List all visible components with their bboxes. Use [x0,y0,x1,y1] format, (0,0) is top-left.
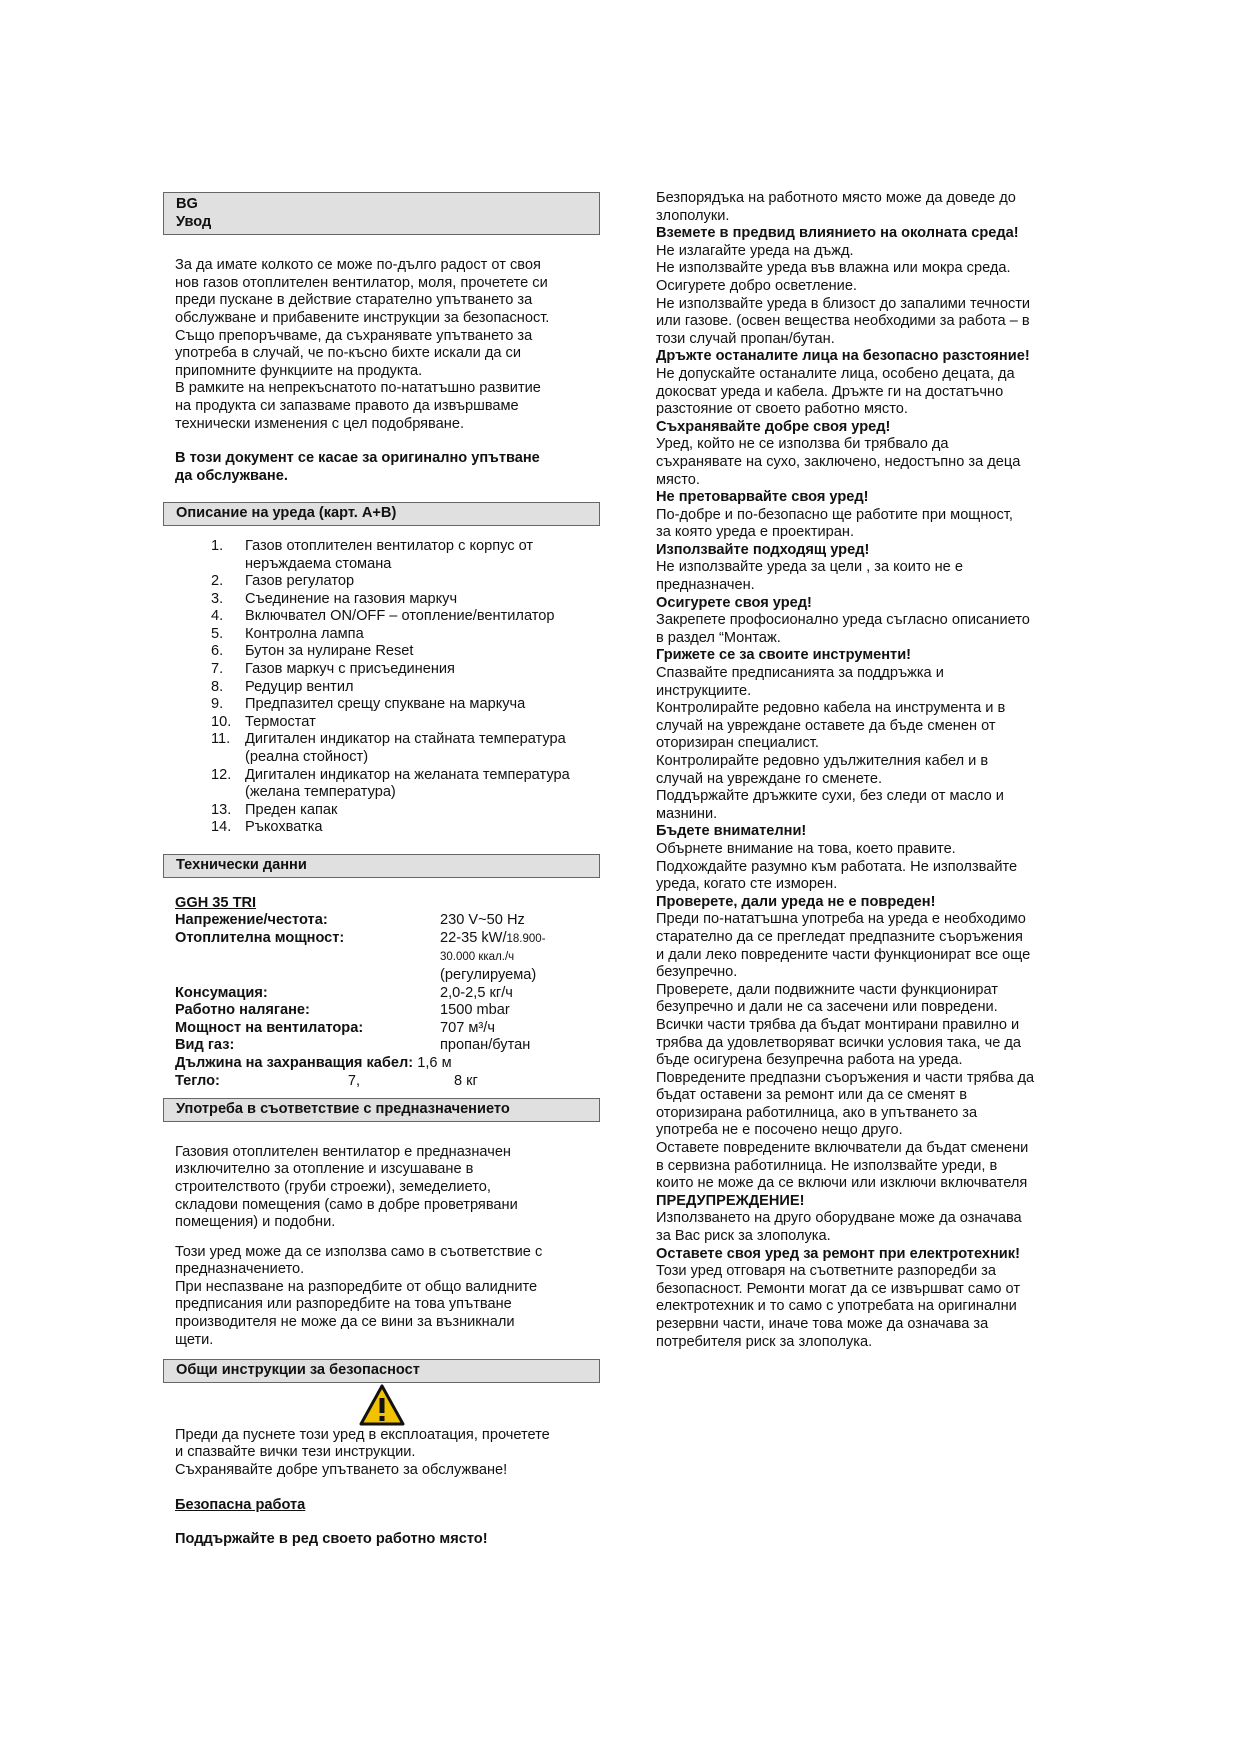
warning-paragraph: Използването на друго оборудване може да означава за Вас риск за злополука. [656,1210,1022,1245]
model-name: GGH 35 TRI [175,894,257,911]
keep-order-heading: Поддържайте в ред своето работно място! [175,1531,488,1548]
text-line: преди пускане в действие старателно упътването за [175,292,533,309]
use-paragraph-2: Този уред може да се използва само в съответствие с предназначението. При неспазване на разпоредбите от общо валидните предписания или разпоредбите на това упътване производителя не може да се вини за възникнали щети. [175,1243,543,1348]
table-row: Мощност на вентилатора: 707 м³/ч [175,1019,495,1036]
store-heading: Съхранявайте добре своя уред! [656,418,891,435]
list-item: 10. Термостат [211,713,316,730]
careful-heading: Бъдете внимателни! [656,823,807,840]
table-row: Отоплителна мощност: 22-35 kW/18.900- 30.000 ккал./ч (регулируема) [175,929,546,983]
text-line: технически изменения с цел подобряване. [175,415,464,432]
store-paragraph: Уред, който не се използва би трябвало да съхранявате на сухо, заключено, недостъпно за деца място. [656,436,1021,488]
intro-paragraph [175,257,600,433]
safety-paragraph: Преди да пуснете този уред в експлоатация, прочетете и спазвайте вички тези инструкции. Съхранявайте добре упътването за обслужване! [175,1426,550,1479]
list-item: 5. Контролна лампа [211,625,364,642]
env-paragraph: Не излагайте уреда на дъжд. Не използвайте уреда във влажна или мокра среда. Осигурете добро осветление. [656,242,1011,294]
warning-triangle-icon [163,1383,600,1427]
use-paragraph-1: Газовия отоплителен вентилатор е предназначен изключително за отопление и изсушаване в строителството (груби строежи), земеделието, складови помещения (само в добре проветрявани помещения) и подобни. [175,1143,518,1231]
text-line: да обслужване. [175,467,288,484]
list-item: 6. Бутон за нулиране Reset [211,643,414,660]
list-item: 2. Газов регулатор [211,573,355,590]
section-header-intro [163,192,600,235]
table-row: Тегло: 7, 8 кг [175,1072,478,1089]
list-item: 1. Газов отоплителен вентилатор с корпус от неръждаема стомана [211,537,534,572]
list-item: 13. Преден капак [211,801,338,818]
table-row: Дължина на захранващия кабел: 1,6 м [175,1054,452,1071]
list-item: 12. Дигитален индикатор на желаната температура (желана температура) [211,766,570,801]
list-item: 8. Редуцир вентил [211,678,354,695]
section-header-technical: Технически данни [163,854,600,878]
distance-heading: Дръжте останалите лица на безопасно разстояние! [656,348,1030,365]
overload-paragraph: По-добре и по-безопасно ще работите при мощност, за която уреда е проектиран. [656,506,1013,541]
table-row: Напрежение/честота: 230 V~50 Hz [175,912,525,929]
text-line: обслужване и прибавените инструкции за безопасност. [175,309,550,326]
table-row: Консумация: 2,0-2,5 кг/ч [175,984,513,1001]
table-row: Вид газ: пропан/бутан [175,1037,531,1054]
spec-table [175,912,595,1090]
tools-heading: Грижете се за своите инструменти! [656,647,912,664]
suitable-heading: Използвайте подходящ уред! [656,541,870,558]
section-header-use: Употреба в съответствие с предназначението [163,1098,600,1122]
text-line: За да имате колкото се може по-дълго радост от своя [175,257,541,274]
text-line: употреба в случай, че по-късно бихте искали да си [175,345,521,362]
text-line: В рамките на непрекъснатото по-нататъшно развитие [175,380,541,397]
check-heading: Проверете, дали уреда не е повреден! [656,893,936,910]
list-item: 11. Дигитален индикатор на стайната температура (реална стойност) [211,731,566,766]
section-header-description: Описание на уреда (карт. А+В) [163,502,600,526]
list-item: 4. Включвател ON/OFF – отопление/вентилатор [211,608,555,625]
list-item: 7. Газов маркуч с присъединения [211,661,455,678]
tools-paragraph: Спазвайте предписанията за поддръжка и инструкциите. Контролирайте редовно кабела на инструмента и в случай на увреждане оставете да бъде сменен от оторизиран специалист. Контролирайте редовно удължителния кабел и в случай на увреждане го сменете. Поддържайте дръжките сухи, без следи от масло и мазнини. [656,665,1006,822]
right-column [656,190,1086,1351]
overload-heading: Не претоварвайте своя уред! [656,489,869,506]
text-line: на продукта си запазваме правото да извършваме [175,397,519,414]
text-line: Също препоръчваме, да съхранявате упътването за [175,327,533,344]
env-heading: Вземете в предвид влиянието на околната среда! [656,225,1019,242]
text-line: В този документ се касае за оригинално упътване [175,450,540,467]
list-item: 9. Предпазител срещу спукване на маркуча [211,696,526,713]
secure-heading: Осигурете своя уред! [656,594,812,611]
intro-title: Увод [176,213,212,230]
flammable-paragraph: Не използвайте уреда в близост до запалими течности или газове. (освен вещества необходими за работа – в този случай пропан/бутан. [656,295,1031,347]
disorder-paragraph: Безпорядъка на работното място може да доведе до злополуки. [656,190,1016,224]
list-item: 3. Съединение на газовия маркуч [211,590,458,607]
warning-heading: ПРЕДУПРЕЖДЕНИЕ! [656,1192,805,1209]
text-line: нов газов отоплителен вентилатор, моля, прочетете си [175,274,548,291]
left-column [163,192,600,1549]
parts-list [163,538,600,837]
repair-paragraph: Този уред отговаря на съответните разпоредби за безопасност. Ремонти могат да се извършват само от електротехник и то само с употребата на оригинални резервни части, иначе това може да означава за потребителя риск за злополука. [656,1263,1021,1350]
text-line: припомните функциите на продукта. [175,362,423,379]
original-note [175,450,600,485]
secure-paragraph: Закрепете профосионално уреда съгласно описанието в раздел “Монтаж. [656,612,1030,646]
check-paragraph: Преди по-нататъшна употреба на уреда е необходимо старателно да се прегледат предпазните съоръжения и дали леко повредените части функционират все още безупречно. Проверете, дали подвижните части функционират безупречно и дали не са засечени или повредени. Всички части трябва да бъдат монтирани правилно и трябва да удовлетворяват всички условия така, че да бъде осигурена безупречна работа на уреда. Повредените предпазни съоръжения и части трябва да бъдат оставени за ремонт или да се сменят в оторизирана работилница, ако в упътването за употреба не е посочено нещо друго. Оставете повредените включватели да бъдат сменени в сервизна работилница. Не използвайте уреди, в които не може да се включи или изключи включвателя [656,911,1035,1192]
language-code: BG [176,196,198,212]
distance-paragraph: Не допускайте останалите лица, особено децата, да докосват уреда и кабела. Дръжте ги на достатъчно разстояние от своето работно място. [656,365,1015,418]
table-row: Работно налягане: 1500 mbar [175,1002,510,1019]
repair-heading: Оставете своя уред за ремонт при електротехник! [656,1245,1020,1262]
list-item: 14. Ръкохватка [211,819,323,836]
suitable-paragraph: Не използвайте уреда за цели , за които не е предназначен. [656,559,963,594]
careful-paragraph: Обърнете внимание на това, което правите. Подхождайте разумно към работата. Не използвайте уреда, когато сте изморен. [656,840,1018,893]
safe-work-heading: Безопасна работа [175,1496,306,1513]
section-header-safety: Общи инструкции за безопасност [163,1359,600,1383]
